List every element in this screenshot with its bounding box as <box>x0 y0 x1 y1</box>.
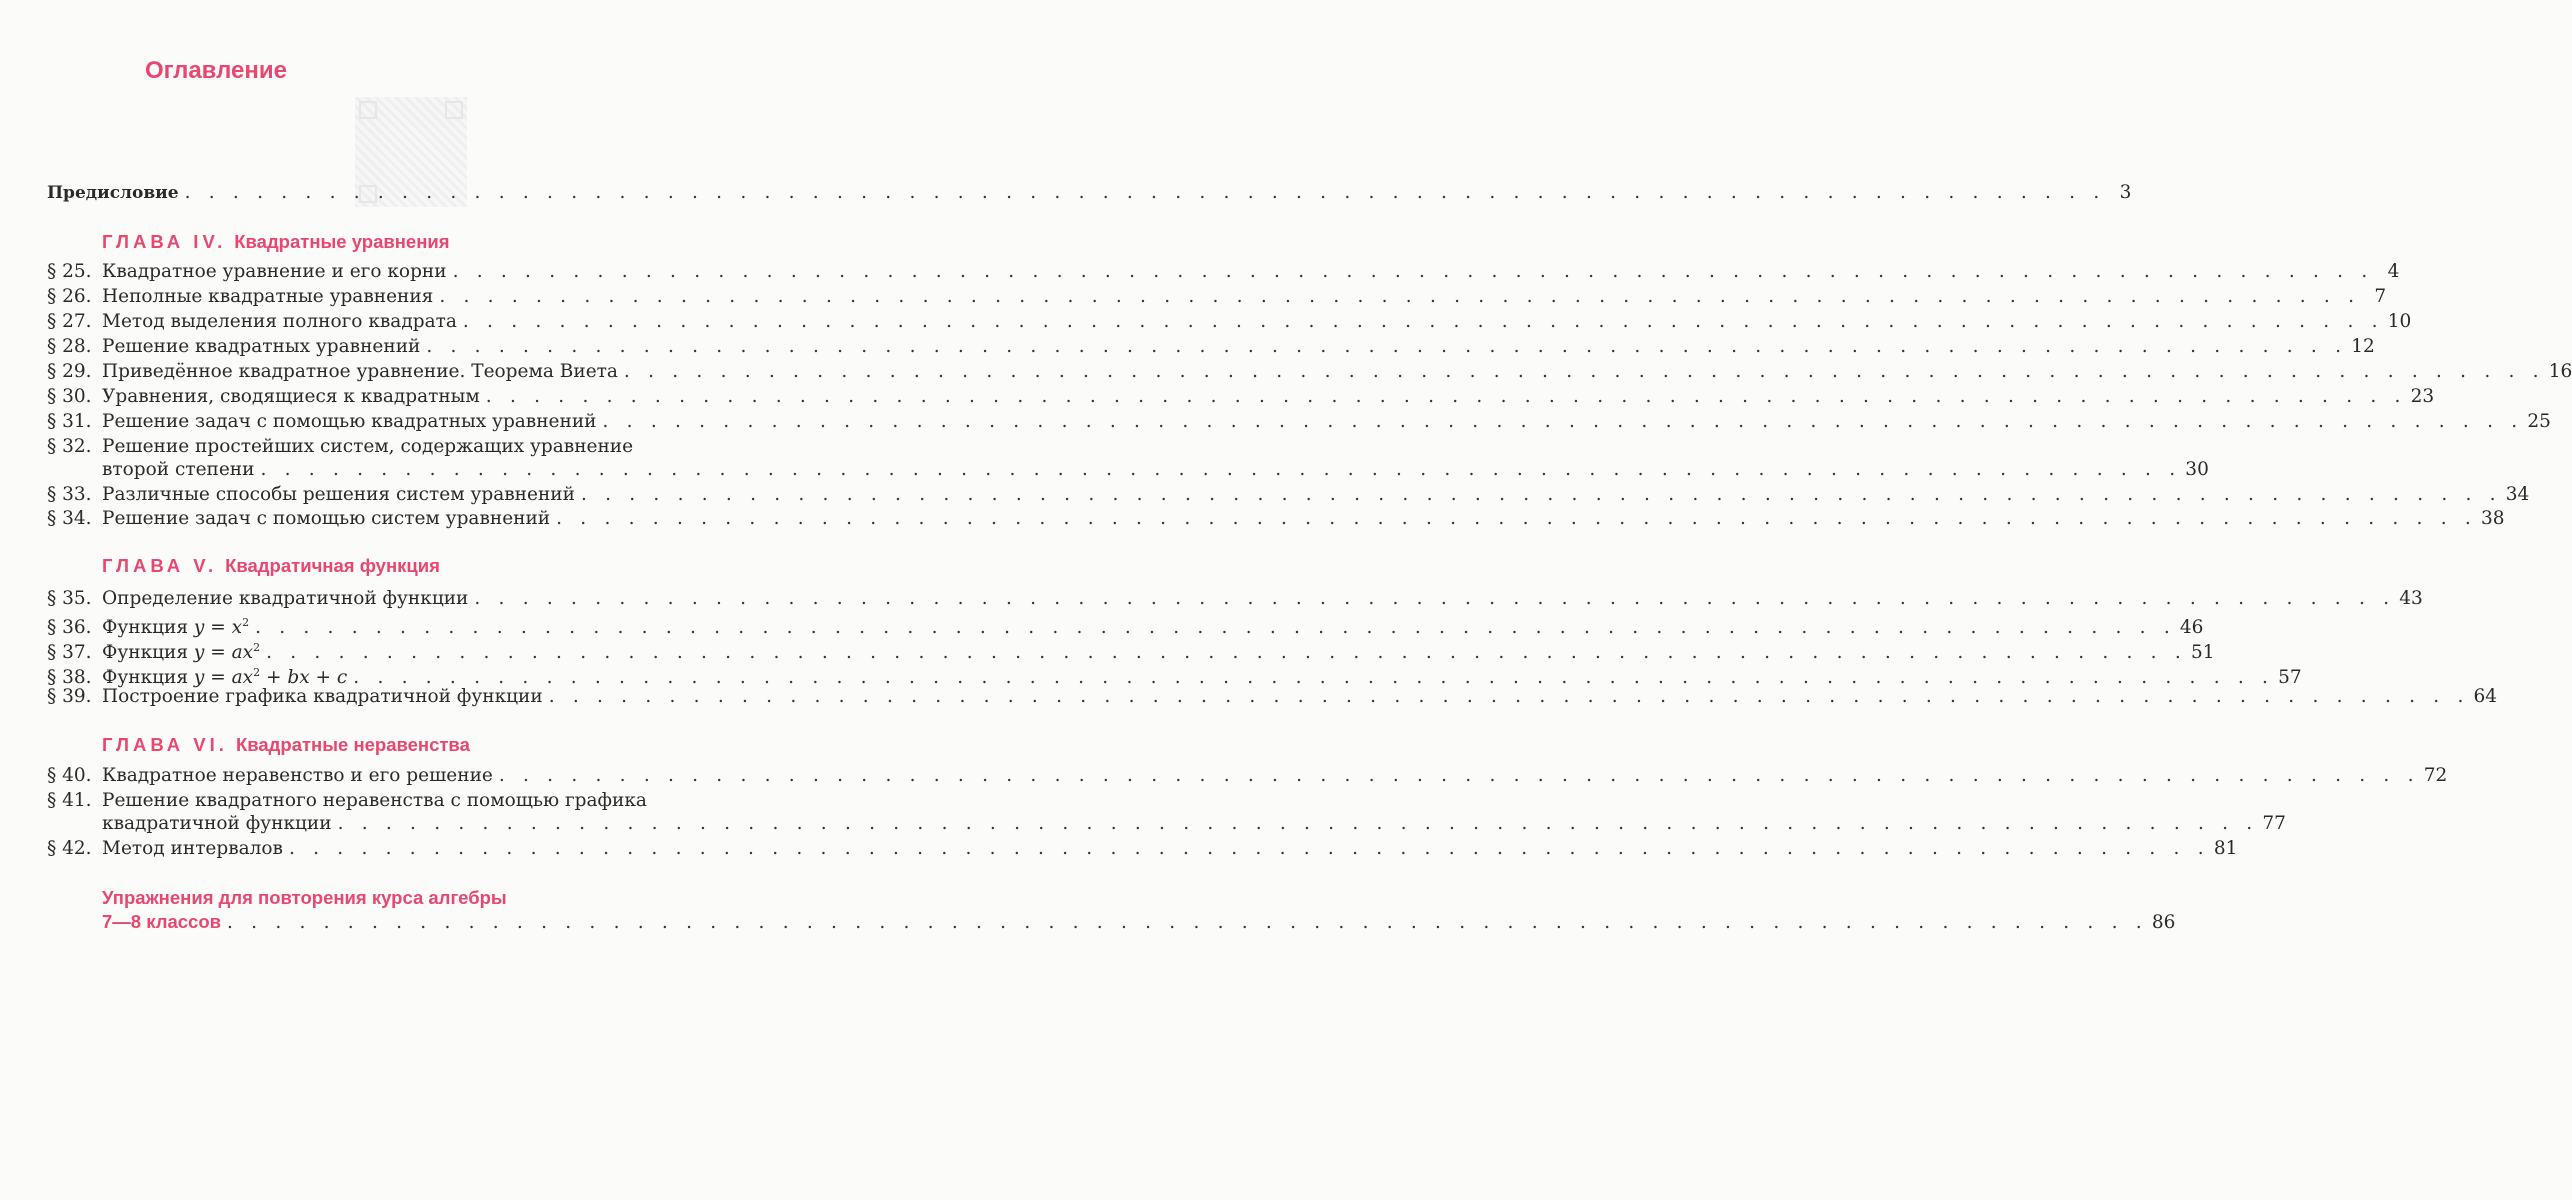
exercises-heading[interactable]: Упражнения для повторения курса алгебры <box>102 887 507 908</box>
formula: + bx + c <box>260 667 348 689</box>
entry-title: Решение квадратного неравенства с помощью графика <box>102 790 647 811</box>
dot-leader: . . . . . . . . . . . . . . . . . . . . . . . . . . . . . . . . . . . . . . . . . . . . . . . . . . . . . . . . . . . . . . . . . . . . . . . . . . . . . . . . <box>337 813 2259 834</box>
section-number: § 29. <box>47 361 92 382</box>
page-number: 16 <box>2548 361 2572 382</box>
section-number: § 33. <box>47 484 92 505</box>
dot-leader: . . . . . . . . . . . . . . . . . . . . . . . . . . . . . . . . . . . . . . . . . . . . . . . . . . . . . . . . . . . . . . . . . . . . . . . . . . . . . . . . <box>462 311 2384 332</box>
chapter-label: ГЛАВА IV. <box>102 231 227 252</box>
entry-title: Решение задач с помощью систем уравнений <box>102 508 551 529</box>
page-number: 30 <box>2185 459 2209 480</box>
section-number: § 36. <box>47 617 92 639</box>
toc-entry[interactable] <box>47 410 2551 434</box>
toc-entry[interactable] <box>47 764 2448 788</box>
section-number: § 28. <box>47 336 92 357</box>
page-number: 7 <box>2374 286 2387 307</box>
chapter-heading[interactable] <box>102 734 470 756</box>
page-number: 3 <box>2119 182 2132 203</box>
entry-title: Решение простейших систем, содержащих уравнение <box>102 436 634 457</box>
page-number: 51 <box>2190 642 2215 664</box>
superscript: 2 <box>253 641 261 654</box>
section-number: § 32. <box>47 436 92 457</box>
page-number: 4 <box>2387 261 2400 282</box>
toc-entry[interactable] <box>47 507 2505 531</box>
superscript: 2 <box>253 666 261 679</box>
dot-leader: . . . . . . . . . . . . . . . . . . . . . . . . . . . . . . . . . . . . . . . . . . . . . . . . . . . . . . . . . . . . . . . . . . . . . . . . . . . . . . . . <box>227 912 2148 933</box>
page-number: 81 <box>2213 838 2238 859</box>
chapter-name: Квадратичная функция <box>225 555 440 576</box>
toc-entry-continuation[interactable] <box>102 458 2209 482</box>
dot-leader: . . . . . . . . . . . . . . . . . . . . . . . . . . . . . . . . . . . . . . . . . . . . . . . . . . . . . . . . . . . . . . . . . . . . . . . . . . . . . . . . <box>498 765 2420 786</box>
toc-entry[interactable] <box>47 837 2238 861</box>
entry-title: 7—8 классов <box>102 911 221 932</box>
chapter-heading[interactable] <box>102 231 450 253</box>
entry-title: Квадратное неравенство и его решение <box>102 765 493 786</box>
section-number: § 34. <box>47 508 92 529</box>
chapter-name: Квадратные неравенства <box>235 734 470 755</box>
chapter-label: ГЛАВА VI. <box>102 734 228 755</box>
page-number: 77 <box>2262 813 2286 834</box>
page-number: 10 <box>2387 311 2412 332</box>
toc-entry[interactable] <box>47 587 2423 611</box>
entry-title: Различные способы решения систем уравнений <box>102 484 575 505</box>
page-number: 57 <box>2278 667 2302 689</box>
dot-leader: . . . . . . . . . . . . . . . . . . . . . . . . . . . . . . . . . . . . . . . . . . . . . . . . . . . . . . . . . . . . . . . . . . . . . . . . . . . . . . . . <box>426 336 2348 357</box>
dot-leader: . . . . . . . . . . . . . . . . . . . . . . . . . . . . . . . . . . . . . . . . . . . . . . . . . . . . . . . . . . . . . . . . . . . . . . . . . . . . . . . . <box>353 667 2275 689</box>
superscript: 2 <box>242 616 250 629</box>
page-number: 25 <box>2527 411 2551 432</box>
page-number: 72 <box>2423 765 2448 786</box>
entry-title: Приведённое квадратное уравнение. Теорема Виета <box>102 361 618 382</box>
entry-title: Уравнения, сводящиеся к квадратным <box>102 386 480 407</box>
dot-leader: . . . . . . . . . . . . . . . . . . . . . . . . . . . . . . . . . . . . . . . . . . . . . . . . . . . . . . . . . . . . . . . . . . . . . . . . . . . . . . . . <box>548 686 2470 707</box>
section-number: § 38. <box>47 667 92 689</box>
entry-title: Функция $y = ax^2$ + bx + c <box>102 666 348 689</box>
toc-entry[interactable] <box>47 260 2400 284</box>
section-number: § 37. <box>47 642 92 664</box>
entry-title: Неполные квадратные уравнения <box>102 286 434 307</box>
section-number: § 30. <box>47 386 92 407</box>
entry-title: Решение квадратных уравнений <box>102 336 421 357</box>
dot-leader: . . . . . . . . . . . . . . . . . . . . . . . . . . . . . . . . . . . . . . . . . . . . . . . . . . . . . . . . . . . . . . . . . . . . . . . . . . . . . . . . <box>474 588 2396 609</box>
page-number: 86 <box>2151 912 2176 933</box>
dot-leader: . . . . . . . . . . . . . . . . . . . . . . . . . . . . . . . . . . . . . . . . . . . . . . . . . . . . . . . . . . . . . . . . . . . . . . . . . . . . . . . . <box>288 838 2210 859</box>
page-number: 43 <box>2399 588 2423 609</box>
entry-title: Метод выделения полного квадрата <box>102 311 457 332</box>
dot-leader: . . . . . . . . . . . . . . . . . . . . . . . . . . . . . . . . . . . . . . . . . . . . . . . . . . . . . . . . . . . . . . . . . . . . . . . . . . . . . . . . <box>623 361 2545 382</box>
toc-entry[interactable] <box>47 483 2530 507</box>
entry-title: Метод интервалов <box>102 838 283 859</box>
chapter-name: Квадратные уравнения <box>234 231 450 252</box>
page-number: 23 <box>2410 386 2435 407</box>
toc-entry[interactable] <box>47 685 2498 709</box>
page-number: 12 <box>2351 336 2375 357</box>
dot-leader: . . . . . . . . . . . . . . . . . . . . . . . . . . . . . . . . . . . . . . . . . . . . . . . . . . . . . . . . . . . . . . . . . . . . . . . . . . . . . . . . <box>580 484 2502 505</box>
toc-entry[interactable] <box>47 285 2387 309</box>
section-number: § 42. <box>47 838 92 859</box>
dot-leader: . . . . . . . . . . . . . . . . . . . . . . . . . . . . . . . . . . . . . . . . . . . . . . . . . . . . . . . . . . . . . . . . . . . . . . . . . . . . . . . . <box>184 182 2106 203</box>
toc-entry-continuation[interactable] <box>102 812 2286 836</box>
dot-leader: . . . . . . . . . . . . . . . . . . . . . . . . . . . . . . . . . . . . . . . . . . . . . . . . . . . . . . . . . . . . . . . . . . . . . . . . . . . . . . . . <box>485 386 2407 407</box>
page-number: 64 <box>2473 686 2498 707</box>
dot-leader: . . . . . . . . . . . . . . . . . . . . . . . . . . . . . . . . . . . . . . . . . . . . . . . . . . . . . . . . . . . . . . . . . . . . . . . . . . . . . . . . <box>266 642 2187 664</box>
toc-entry[interactable] <box>47 335 2375 359</box>
toc-entry[interactable] <box>47 435 793 459</box>
toc-entry-preface[interactable] <box>47 181 2132 205</box>
section-number: § 35. <box>47 588 92 609</box>
formula: y = ax <box>193 667 254 689</box>
dot-leader: . . . . . . . . . . . . . . . . . . . . . . . . . . . . . . . . . . . . . . . . . . . . . . . . . . . . . . . . . . . . . . . . . . . . . . . . . . . . . . . . <box>602 411 2524 432</box>
page-number: 34 <box>2505 484 2530 505</box>
toc-entry[interactable] <box>47 385 2435 409</box>
entry-title: Определение квадратичной функции <box>102 588 469 609</box>
dot-leader: . . . . . . . . . . . . . . . . . . . . . . . . . . . . . . . . . . . . . . . . . . . . . . . . . . . . . . . . . . . . . . . . . . . . . . . . . . . . . . . . <box>255 617 2176 639</box>
page-number: 38 <box>2480 508 2505 529</box>
formula: y = x <box>193 617 243 639</box>
entry-title: Функция $y = ax^2$ <box>102 641 261 664</box>
toc-entry[interactable] <box>47 310 2412 334</box>
section-number: § 31. <box>47 411 92 432</box>
dot-leader: . . . . . . . . . . . . . . . . . . . . . . . . . . . . . . . . . . . . . . . . . . . . . . . . . . . . . . . . . . . . . . . . . . . . . . . . . . . . . . . . <box>260 459 2182 480</box>
toc-entry[interactable] <box>47 789 793 813</box>
section-number: § 27. <box>47 311 92 332</box>
entry-title: Предисловие <box>47 183 179 203</box>
chapter-label: ГЛАВА V. <box>102 555 218 576</box>
dot-leader: . . . . . . . . . . . . . . . . . . . . . . . . . . . . . . . . . . . . . . . . . . . . . . . . . . . . . . . . . . . . . . . . . . . . . . . . . . . . . . . . <box>556 508 2477 529</box>
formula: y = ax <box>193 642 254 664</box>
entry-title: Решение задач с помощью квадратных уравнений <box>102 411 597 432</box>
chapter-heading[interactable] <box>102 555 440 577</box>
dot-leader: . . . . . . . . . . . . . . . . . . . . . . . . . . . . . . . . . . . . . . . . . . . . . . . . . . . . . . . . . . . . . . . . . . . . . . . . . . . . . . . . <box>452 261 2374 282</box>
section-number: § 25. <box>47 261 92 282</box>
entry-title: квадратичной функции <box>102 813 332 834</box>
page-title: Оглавление <box>145 57 287 84</box>
section-number: § 40. <box>47 765 92 786</box>
section-number: § 26. <box>47 286 92 307</box>
dot-leader: . . . . . . . . . . . . . . . . . . . . . . . . . . . . . . . . . . . . . . . . . . . . . . . . . . . . . . . . . . . . . . . . . . . . . . . . . . . . . . . . <box>439 286 2361 307</box>
section-number: § 41. <box>47 790 92 811</box>
section-number: § 39. <box>47 686 92 707</box>
entry-title: Функция $y = x^2$ <box>102 616 250 639</box>
toc-entry[interactable] <box>47 360 2572 384</box>
entry-title: Построение графика квадратичной функции <box>102 686 543 707</box>
page-number: 46 <box>2179 617 2204 639</box>
toc-entry-exercises[interactable] <box>102 910 2176 935</box>
entry-title: Квадратное уравнение и его корни <box>102 261 447 282</box>
entry-title: второй степени <box>102 459 255 480</box>
